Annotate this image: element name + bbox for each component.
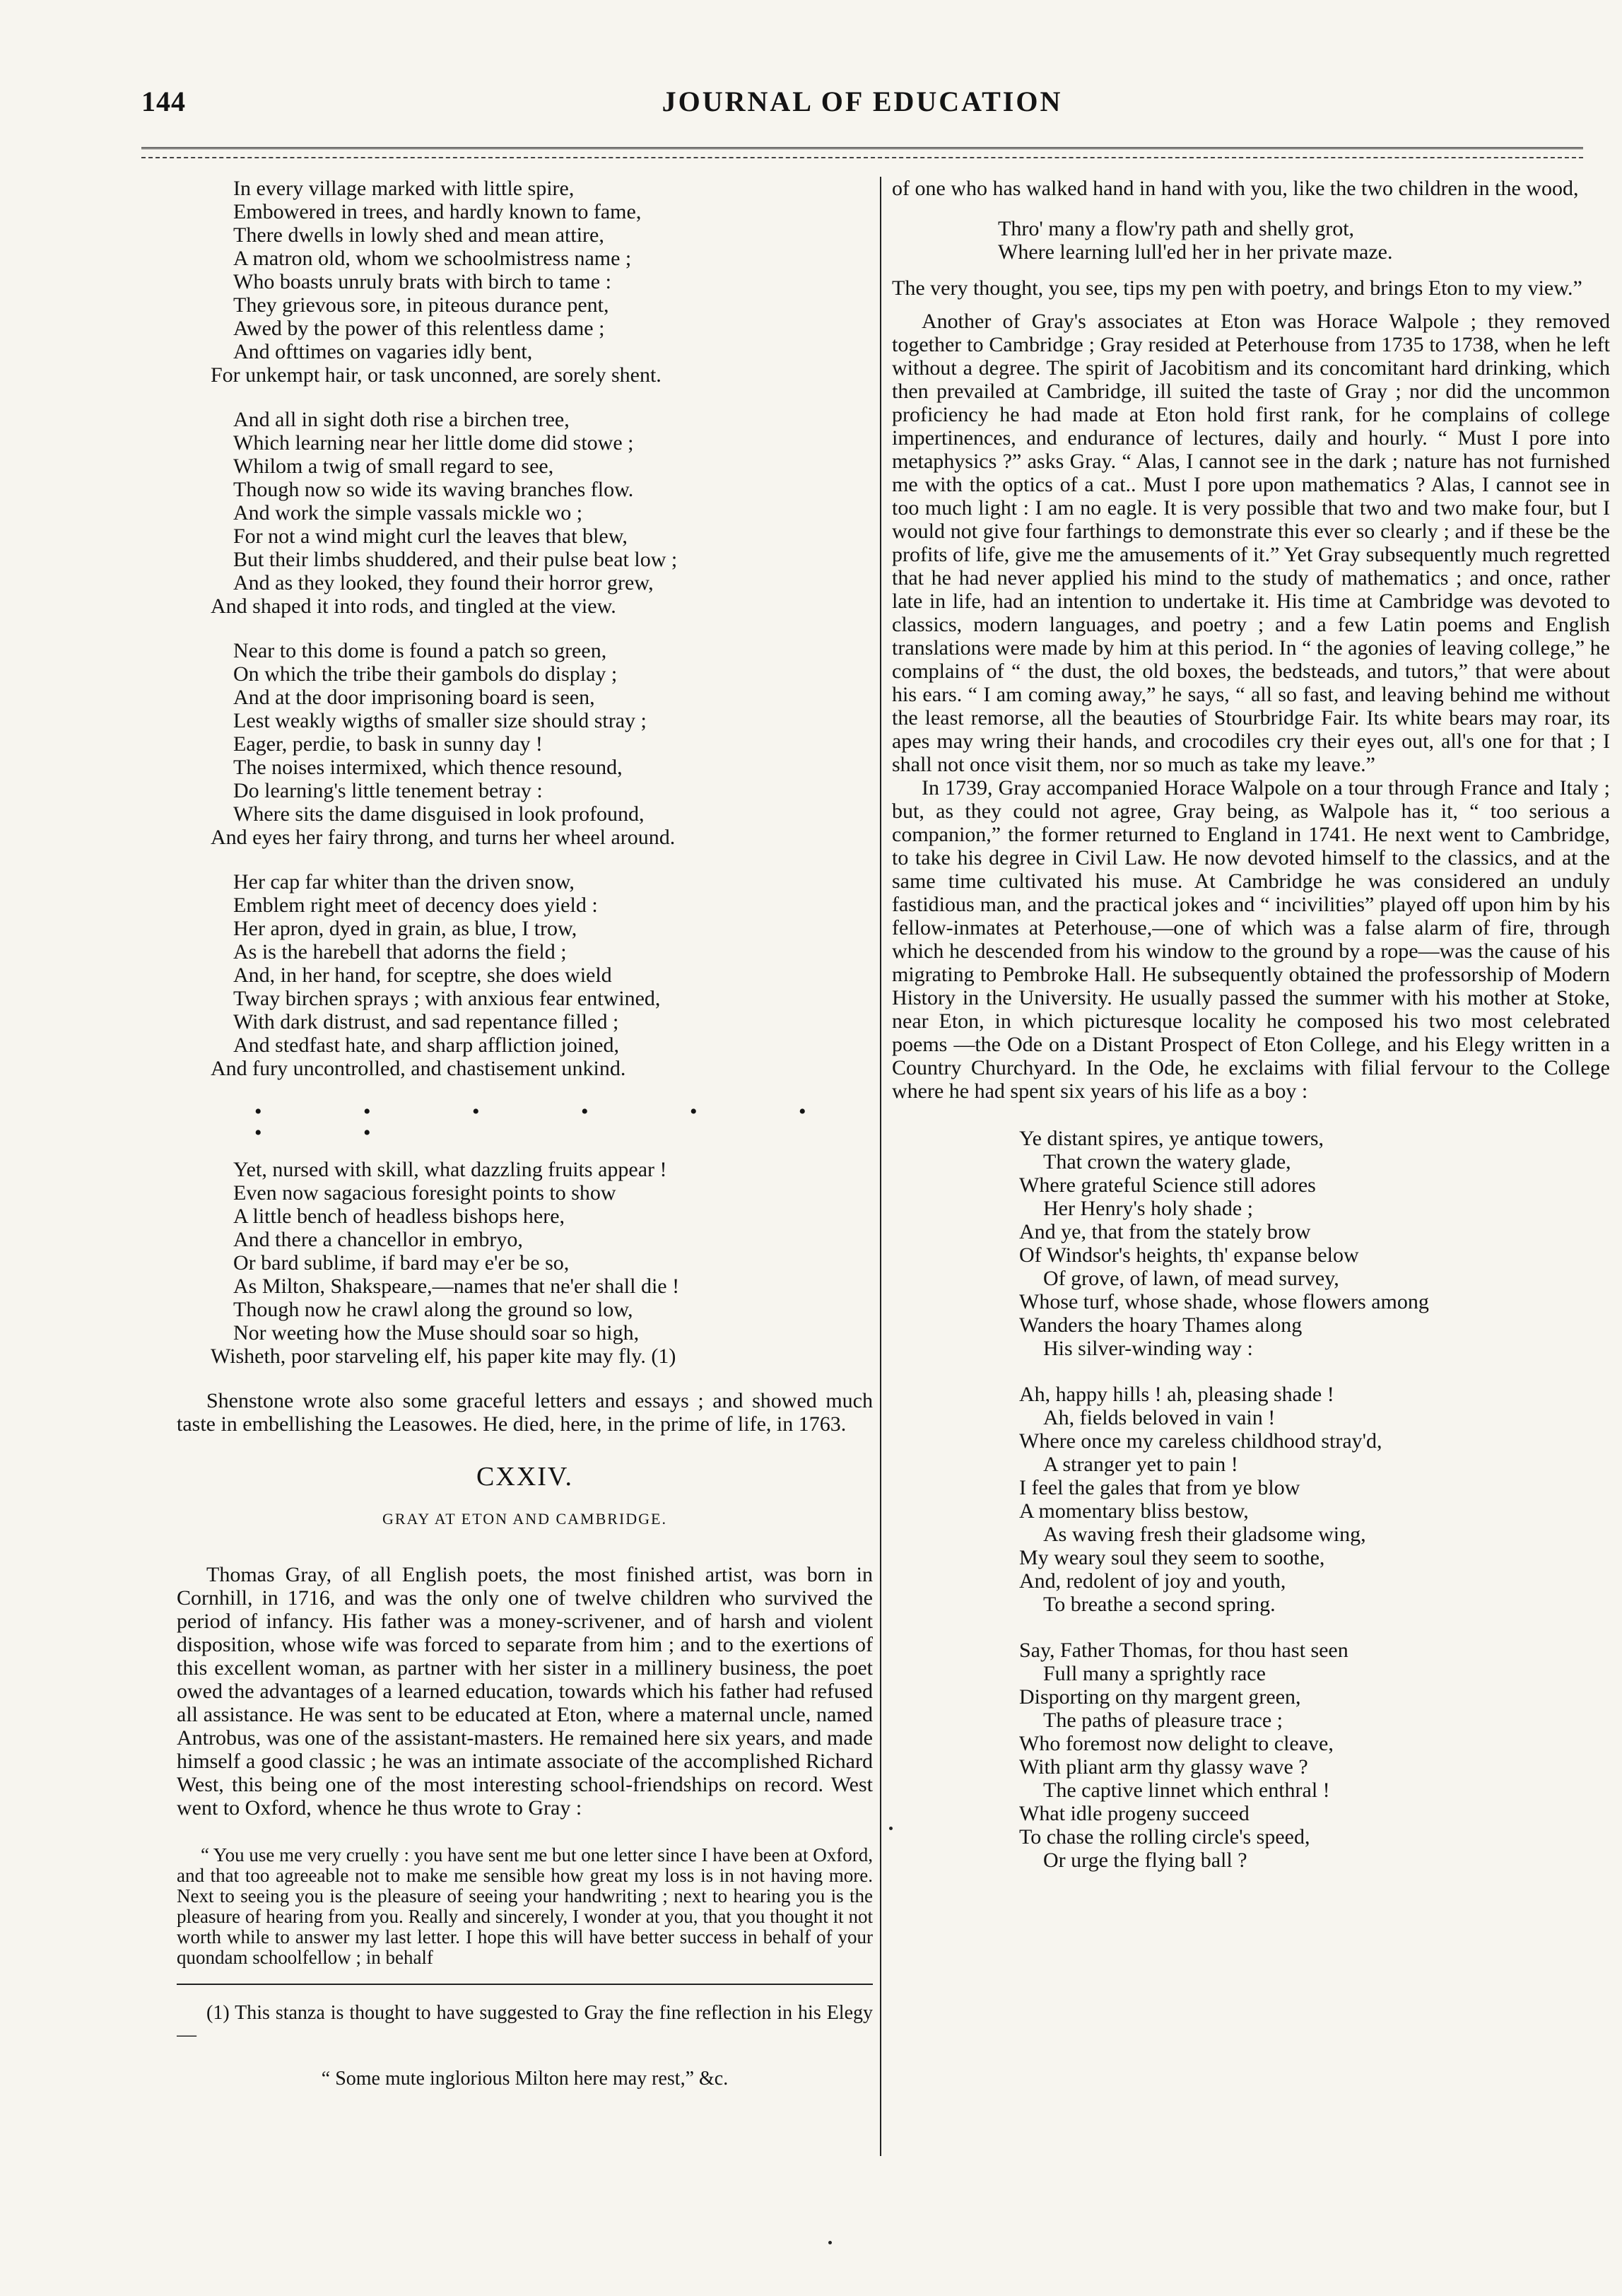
poem-line: What idle progeny succeed [1019,1802,1250,1825]
poem-line: With dark distrust, and sad repentance filled ; [233,1010,619,1033]
ellipsis-dots: • • • • • • • • [254,1100,854,1144]
verse-line: Thro' many a flow'ry path and shelly grot, [998,217,1355,240]
poem-line: My weary soul they seem to soothe, [1019,1546,1325,1569]
letter-verse [892,217,1610,264]
poem-line: That crown the watery glade, [1043,1150,1291,1173]
letter-ending: The very thought, you see, tips my pen with poetry, and brings Eton to my view.” [892,276,1582,300]
poem-line: Wisheth, poor starveling elf, his paper kite may fly. (1) [211,1345,676,1368]
running-title: JOURNAL OF EDUCATION [662,86,1063,117]
poem-line: In every village marked with little spire, [233,177,575,200]
poem-line: Though now he crawl along the ground so low, [233,1298,633,1321]
poem-line: Where once my careless childhood stray'd, [1019,1429,1382,1453]
page-number: 144 [141,86,186,117]
poem-line: Her apron, dyed in grain, as blue, I trow, [233,917,577,940]
poem-line: Awed by the power of this relentless dame ; [233,317,605,340]
poem-line: As is the harebell that adorns the field ; [233,940,567,964]
stray-mark [889,1827,893,1830]
poem-line: Lest weakly wigths of smaller size should stray ; [233,709,647,732]
poem-line: Her cap far whiter than the driven snow, [233,870,575,894]
poem-line: And fury uncontrolled, and chastisement unkind. [211,1057,626,1080]
poem-line: Ye distant spires, ye antique towers, [1019,1127,1324,1150]
poem-stanza [177,639,873,849]
poem-line: Her Henry's holy shade ; [1043,1197,1253,1220]
poem-line: Even now sagacious foresight points to show [233,1181,616,1205]
ode-stanza [1019,1639,1610,1872]
letter-continuation: of one who has walked hand in hand with you, like the two children in the wood, [892,177,1579,200]
poem-line: Whilom a twig of small regard to see, [233,455,554,478]
poem-line: Nor weeting how the Muse should soar so high, [233,1321,640,1345]
poem-line: And eyes her fairy throng, and turns her wheel around. [211,826,676,849]
west-letter-quote: “ You use me very cruelly : you have sent me but one letter since I have been at Oxford, and that too agreeable not to make me sensible how great my loss is in not having more. Next to seeing you is the pleasure of seeing your handwriting ; next to hearing you is the pleasure of hearing from you. Really and sincerely, I wonder at you, that you thought it not worth while to answer my last letter. I hope this will have better success in behalf of your quondam schoolfellow ; in behalf [177,1844,873,1968]
poem-line: And at the door imprisoning board is seen, [233,686,595,709]
gray-biography-paragraph: Thomas Gray, of all English poets, the most finished artist, was born in Cornhill, in 1716, and was the only one of twelve children who survived the period of infancy. His father was a money-scrivener, and of harsh and violent disposition, whose wife was forced to separate from him ; and to the exertions of this excellent woman, as partner with her sister in a millinery business, the poet owed the advantages of a learned education, towards which his father had refused all assistance. He was sent to be educated at Eton, where a maternal uncle, named Antrobus, was one of the assistant-masters. He remained here six years, and made himself a good classic ; he was an intimate associate of the accomplished Richard West, this being one of the most interesting school-friendships on record. West went to Oxford, whence he thus wrote to Gray : [177,1563,873,1820]
section-number: CXXIV. [476,1462,573,1492]
poem-line: As waving fresh their gladsome wing, [1043,1523,1366,1546]
poem-line: There dwells in lowly shed and mean attire, [233,223,604,247]
poem-line: A little bench of headless bishops here, [233,1205,565,1228]
poem-stanza [177,177,873,387]
poem-line: The captive linnet which enthral ! [1043,1779,1330,1802]
poem-line: And all in sight doth rise a birchen tree, [233,408,570,431]
header-rule-ornament [141,157,1583,158]
poem-line: Whose turf, whose shade, whose flowers among [1019,1290,1429,1313]
poem-line: For not a wind might curl the leaves that blew, [233,525,628,548]
poem-line: Tway birchen sprays ; with anxious fear entwined, [233,987,661,1010]
poem-line: Full many a sprightly race [1043,1662,1266,1685]
poem-line: To breathe a second spring. [1043,1593,1276,1616]
verse-line: Where learning lull'ed her in her private maze. [998,240,1393,264]
poem-line: Disporting on thy margent green, [1019,1685,1301,1709]
poem-line: Or urge the flying ball ? [1043,1849,1247,1872]
poem-line: Do learning's little tenement betray : [233,779,543,802]
poem-line: Yet, nursed with skill, what dazzling fruits appear ! [233,1158,667,1181]
walpole-paragraph: Another of Gray's associates at Eton was Horace Walpole ; they removed together to Cambridge ; Gray resided at Peterhouse from 1735 to 1738, when he left without a degree. The spirit of Jacobitism and its concomitant hard drinking, which then prevailed at Cambridge, ill suited the taste of Gray ; nor did the uncommon proficiency he had made at Eton hold first rank, for he complains of college impertinences, and endurance of lectures, daily and hourly. “ Must I pore into metaphysics ?” asks Gray. “ Alas, I cannot see in the dark ; nature has not furnished me with the optics of a cat.. Must I pore upon mathematics ? Alas, I cannot see in too much light : I am no eagle. It is very possible that two and two make four, but I would not give four farthings to demonstrate this ever so clearly ; and if these be the profits of life, give me the amusements of it.” Yet Gray subsequently much regretted that he had never applied his mind to the study of mathematics ; and once, rather late in life, had an intention to undertake it. His time at Cambridge was devoted to classics, modern languages, and poetry ; and a few Latin poems and English translations were made by him at this period. In “ the agonies of leaving college,” he complains of “ the dust, the old boxes, the bedsteads, and tutors,” that were about his ears. “ I am coming away,” he says, “ all so fast, and leaving behind me without the least remorse, all the beauties of Stourbridge Fair. Its white bears may roar, its apes may wring their hands, and crocodiles cry their eyes out, all's one for that ; I shall not once visit them, nor so much as take my leave.” [892,310,1610,776]
poem-line: Of grove, of lawn, of mead survey, [1043,1267,1339,1290]
poem-line: And work the simple vassals mickle wo ; [233,501,583,525]
poem-line: And stedfast hate, and sharp affliction joined, [233,1033,619,1057]
poem-line: Embowered in trees, and hardly known to fame, [233,200,642,223]
poem-line: Who boasts unruly brats with birch to tame : [233,270,611,293]
poem-line: Of Windsor's heights, th' expanse below [1019,1243,1359,1267]
poem-line: Ah, fields beloved in vain ! [1043,1406,1276,1429]
poem-line: With pliant arm thy glassy wave ? [1019,1755,1308,1779]
poem-line: Where grateful Science still adores [1019,1173,1316,1197]
poem-line: They grievous sore, in piteous durance pent, [233,293,609,317]
poem-line: For unkempt hair, or task unconned, are sorely shent. [211,363,662,387]
footnote: (1) This stanza is thought to have suggested to Gray the fine reflection in his Elegy— [177,2002,873,2046]
poem-line: Who foremost now delight to cleave, [1019,1732,1334,1755]
poem-line: But their limbs shuddered, and their pulse beat low ; [233,548,678,571]
right-column [892,177,1610,2213]
poem-line: To chase the rolling circle's speed, [1019,1825,1310,1849]
poem-line: Eager, perdie, to bask in sunny day ! [233,732,543,756]
poem-line: A momentary bliss bestow, [1019,1499,1249,1523]
page-header [141,85,1583,127]
poem-line: Wanders the hoary Thames along [1019,1313,1303,1337]
header-rule [141,147,1583,149]
ode-stanza [1019,1127,1610,1360]
poem-line: Or bard sublime, if bard may e'er be so, [233,1251,570,1275]
poem-stanza [177,408,873,618]
poem-line: The paths of pleasure trace ; [1043,1709,1283,1732]
left-column [177,177,873,2142]
poem-line: And shaped it into rods, and tingled at the view. [211,594,616,618]
poem-line: And ye, that from the stately brow [1019,1220,1311,1243]
poem-stanza-final [177,1158,873,1368]
poem-line: Which learning near her little dome did stowe ; [233,431,634,455]
ode-stanza [1019,1383,1610,1616]
poem-line: A matron old, whom we schoolmistress name ; [233,247,632,270]
poem-line: On which the tribe their gambols do display ; [233,662,618,686]
print-mark [828,2241,832,2244]
poem-line: Though now so wide its waving branches flow. [233,478,634,501]
poem-line: Say, Father Thomas, for thou hast seen [1019,1639,1348,1662]
tour-paragraph: In 1739, Gray accompanied Horace Walpole on a tour through France and Italy ; but, as they could not agree, Gray being, as Walpole has it, “ too serious a companion,” the former returned to England in 1741. He next went to Cambridge, to take his degree in Civil Law. He now devoted himself to the classics, and at the same time cultivated his muse. At Cambridge he was considered an unduly fastidious man, and the practical jokes and “ incivilities” played off upon him by his fellow-inmates at Peterhouse,—one of which was a false alarm of fire, through which he descended from his window to the ground by a rope—was the cause of his migrating to Pembroke Hall. He subsequently obtained the professorship of Modern History in the University. He usually passed the summer with his mother at Stoke, near Eton, in which picturesque locality he composed his two most celebrated poems —the Ode on a Distant Prospect of Eton College, and his Elegy written in a Country Churchyard. In the Ode, he exclaims with filial fervour to the College where he had spent six years of his life as a boy : [892,776,1610,1103]
footnote-rule [177,1984,873,1985]
poem-line: And, redolent of joy and youth, [1019,1569,1286,1593]
eton-ode [892,1127,1610,1872]
column-divider [880,177,881,2156]
footnote-quote: “ Some mute inglorious Milton here may rest,” &c. [321,2068,729,2090]
poem-line: A stranger yet to pain ! [1043,1453,1238,1476]
poem-line: Emblem right meet of decency does yield : [233,894,598,917]
poem-line: As Milton, Shakspeare,—names that ne'er shall die ! [233,1275,680,1298]
poem-line: And as they looked, they found their horror grew, [233,571,654,594]
poem-line: Near to this dome is found a patch so green, [233,639,607,662]
poem-line: Ah, happy hills ! ah, pleasing shade ! [1019,1383,1334,1406]
poem-stanza [177,870,873,1080]
poem-line: And, in her hand, for sceptre, she does wield [233,964,612,987]
poem-line: And there a chancellor in embryo, [233,1228,523,1251]
poem-line: The noises intermixed, which thence resound, [233,756,623,779]
poem-line: And ofttimes on vagaries idly bent, [233,340,533,363]
poem-line: His silver-winding way : [1043,1337,1253,1360]
schoolmistress-poem [177,177,873,1080]
shenstone-paragraph: Shenstone wrote also some graceful letters and essays ; and showed much taste in embellishing the Leasowes. He died, here, in the prime of life, in 1763. [177,1389,873,1436]
section-title: GRAY AT ETON AND CAMBRIDGE. [382,1510,667,1528]
poem-line: Where sits the dame disguised in look profound, [233,802,645,826]
poem-line: I feel the gales that from ye blow [1019,1476,1300,1499]
